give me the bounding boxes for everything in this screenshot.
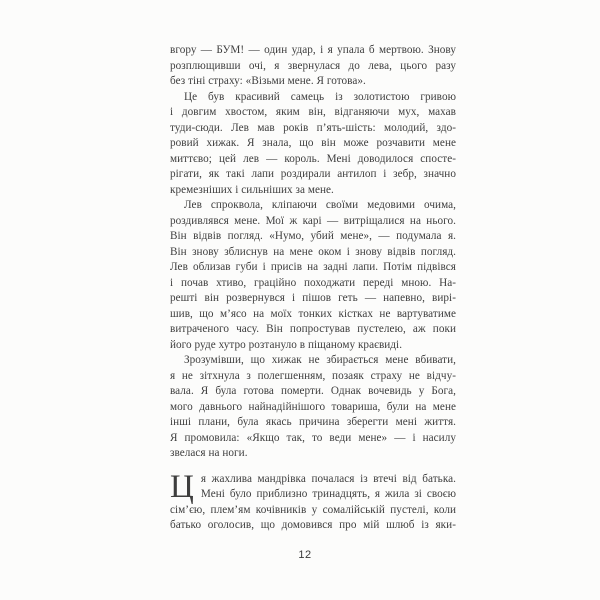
text-line: я не зітхнула з полегшенням, позаяк страху не відчу- (170, 369, 456, 382)
text-line: кремезніших і сильніших за мене. (170, 183, 334, 196)
text-line: Мені було приблизно тринадцять, я жила зі своєю (200, 488, 456, 500)
text-line: вгору — БУМ! — один удар, і я упала б мертвою. Знову (170, 44, 456, 56)
text-line: Зрозумівши, що хижак не збирається мене вбивати, (184, 354, 456, 366)
text-line: рігати, як такі лапи роздирали антилоп і зебр, значно (170, 168, 456, 180)
text-line: вала. Я була готова померти. Однак вочевидь у Бога, (170, 385, 456, 397)
text-line: звелася на ноги. (170, 447, 248, 459)
text-block (170, 43, 456, 534)
text-line: мого давнього найнадійнішого товариша, були на мене (170, 400, 456, 413)
text-line: витраченого часу. Він попростував пустелею, аж поки (170, 323, 456, 335)
drop-cap: Ц (170, 468, 194, 505)
paragraph (170, 353, 456, 462)
text-line: без тіні страху: «Візьми мене. Я готова». (170, 75, 366, 87)
text-line: Лев спроквола, кліпаючи своїми медовими очима, (184, 199, 456, 211)
text-line: розплющивши очі, я звернулася до лева, цього разу (170, 59, 456, 72)
paragraph (170, 198, 456, 353)
text-line: миттєво; цей лев — король. Мені доводилося спосте- (170, 152, 456, 165)
text-line: інші плани, була якась причина зберегти мені життя. (170, 416, 456, 428)
text-line: Я промовила: «Якщо так, то веди мене» — і насилу (170, 431, 456, 444)
text-line: роздивлявся мене. Мої ж карі — витріщалися на нього. (170, 214, 456, 227)
text-line: ровий хижак. Я знала, що він може розчавити мене (170, 137, 456, 149)
paragraph (170, 90, 456, 199)
text-line: Він знову зблиснув на мене оком і знову відвів погляд. (170, 245, 456, 258)
text-line: туди-сюди. Лев мав років п’ять-шість: молодий, здо- (170, 121, 456, 134)
text-line: Це був красивий самець із золотистою гривою (184, 90, 456, 103)
text-line: батько оголосив, що домовився про мій шлюб із яки- (170, 519, 456, 531)
text-line: решті він розвернувся і пішов геть — напевно, вирі- (170, 292, 456, 304)
text-line: Лев облизав губи і присів на задні лапи. Потім підвівся (170, 261, 456, 273)
text-line: і почав хтиво, граційно походжати переді мною. На- (170, 276, 456, 289)
text-line: Він відвів погляд. «Нумо, убий мене», — подумала я. (170, 230, 456, 242)
text-line: сім’єю, плем’ям кочівників у сомалійській пустелі, коли (170, 503, 456, 516)
text-line: його руде хутро розтануло в піщаному краєвиді. (170, 338, 403, 351)
section-start-paragraph (170, 468, 456, 534)
text-line: і довгим хвостом, яким він, відганяючи мух, махав (170, 106, 456, 118)
text-line: я жахлива мандрівка почалася із втечі від батька. (200, 472, 456, 485)
page-number: 12 (298, 549, 312, 561)
paragraph (170, 43, 456, 90)
text-line: шив, що м’ясо на моїх тонких кістках не вартуватиме (170, 307, 456, 320)
